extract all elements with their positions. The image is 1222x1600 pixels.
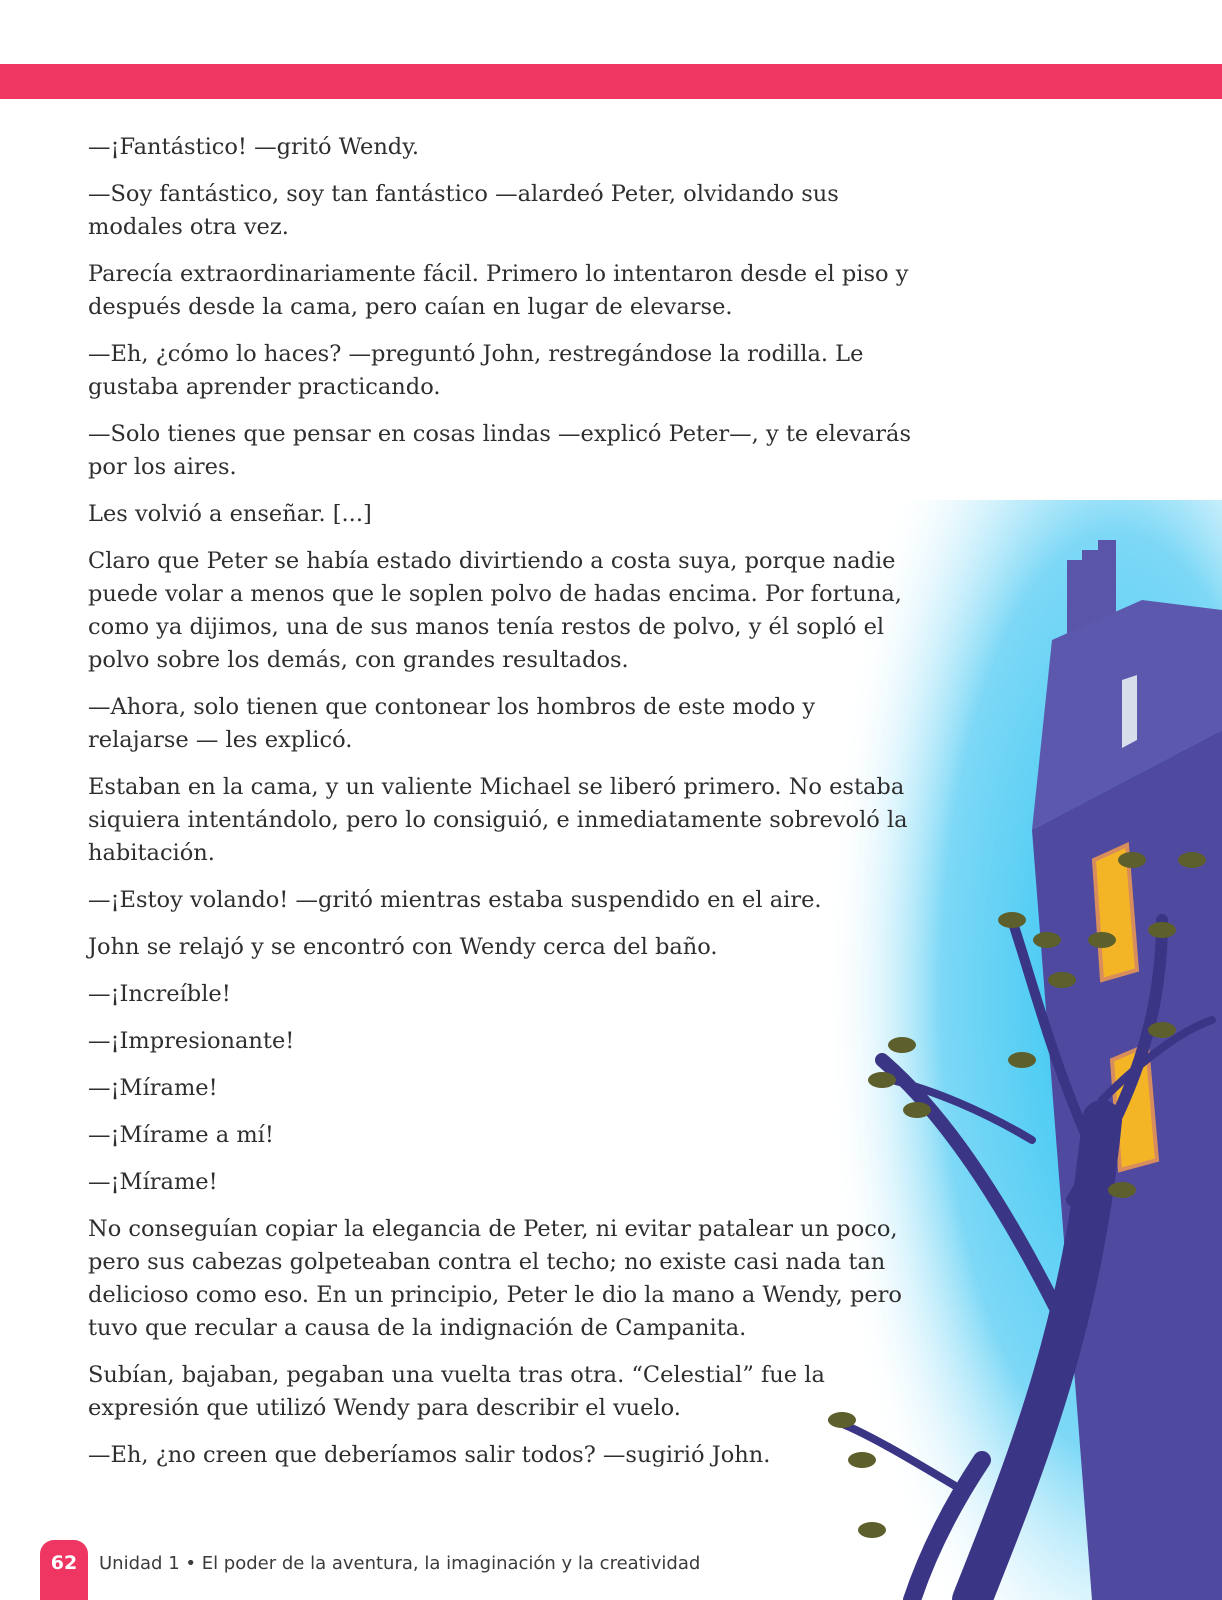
- paragraph: —Soy fantástico, soy tan fantástico —alardeó Peter, olvidando sus modales otra vez.: [88, 181, 839, 240]
- paragraph: —¡Estoy volando! —gritó mientras estaba suspendido en el aire.: [88, 887, 822, 913]
- paragraph: —Eh, ¿cómo lo haces? —preguntó John, restregándose la rodilla. Le gustaba aprender practicando.: [88, 341, 864, 400]
- paragraph: Estaban en la cama, y un valiente Michael se liberó primero. No estaba siquiera intentándolo, pero lo consiguió, e inmediatamente sobrevoló la habitación.: [88, 774, 908, 866]
- header-band: [0, 64, 1222, 99]
- paragraph: —¡Mírame a mí!: [88, 1122, 274, 1148]
- paragraph: —¡Increíble!: [88, 981, 231, 1007]
- paragraph: —Eh, ¿no creen que deberíamos salir todos? —sugirió John.: [88, 1442, 771, 1468]
- paragraph: Subían, bajaban, pegaban una vuelta tras otra. “Celestial” fue la expresión que utilizó Wendy para describir el vuelo.: [88, 1362, 825, 1421]
- paragraph: No conseguían copiar la elegancia de Peter, ni evitar patalear un poco, pero sus cabezas golpeteaban contra el techo; no existe casi nada tan delicioso como eso. En un principio, Peter le dio la mano a Wendy, pero tuvo que recular a causa de la indignación de Campanita.: [88, 1216, 902, 1341]
- unit-label: Unidad 1 • El poder de la aventura, la imaginación y la creatividad: [99, 1553, 701, 1574]
- paragraph: —¡Fantástico! —gritó Wendy.: [88, 134, 420, 160]
- page-footer: [0, 1540, 800, 1600]
- paragraph: Les volvió a enseñar. [...]: [88, 501, 372, 527]
- paragraph: —Solo tienes que pensar en cosas lindas —explicó Peter—, y te elevarás por los aires.: [88, 421, 912, 480]
- paragraph: Parecía extraordinariamente fácil. Primero lo intentaron desde el piso y después desde la cama, pero caían en lugar de elevarse.: [88, 261, 909, 320]
- paragraph: —¡Mírame!: [88, 1075, 218, 1101]
- paragraph: —¡Impresionante!: [88, 1028, 295, 1054]
- page-number: 62: [40, 1540, 88, 1600]
- paragraph: —¡Mírame!: [88, 1169, 218, 1195]
- paragraph: Claro que Peter se había estado divirtiendo a costa suya, porque nadie puede volar a menos que le soplen polvo de hadas encima. Por fortuna, como ya dijimos, una de sus manos tenía restos de polvo, y él sopló el polvo sobre los demás, con grandes resultados.: [88, 548, 902, 673]
- story-text: [88, 131, 918, 1486]
- paragraph: —Ahora, solo tienen que contonear los hombros de este modo y relajarse — les explicó.: [88, 694, 816, 753]
- paragraph: John se relajó y se encontró con Wendy cerca del baño.: [88, 934, 718, 960]
